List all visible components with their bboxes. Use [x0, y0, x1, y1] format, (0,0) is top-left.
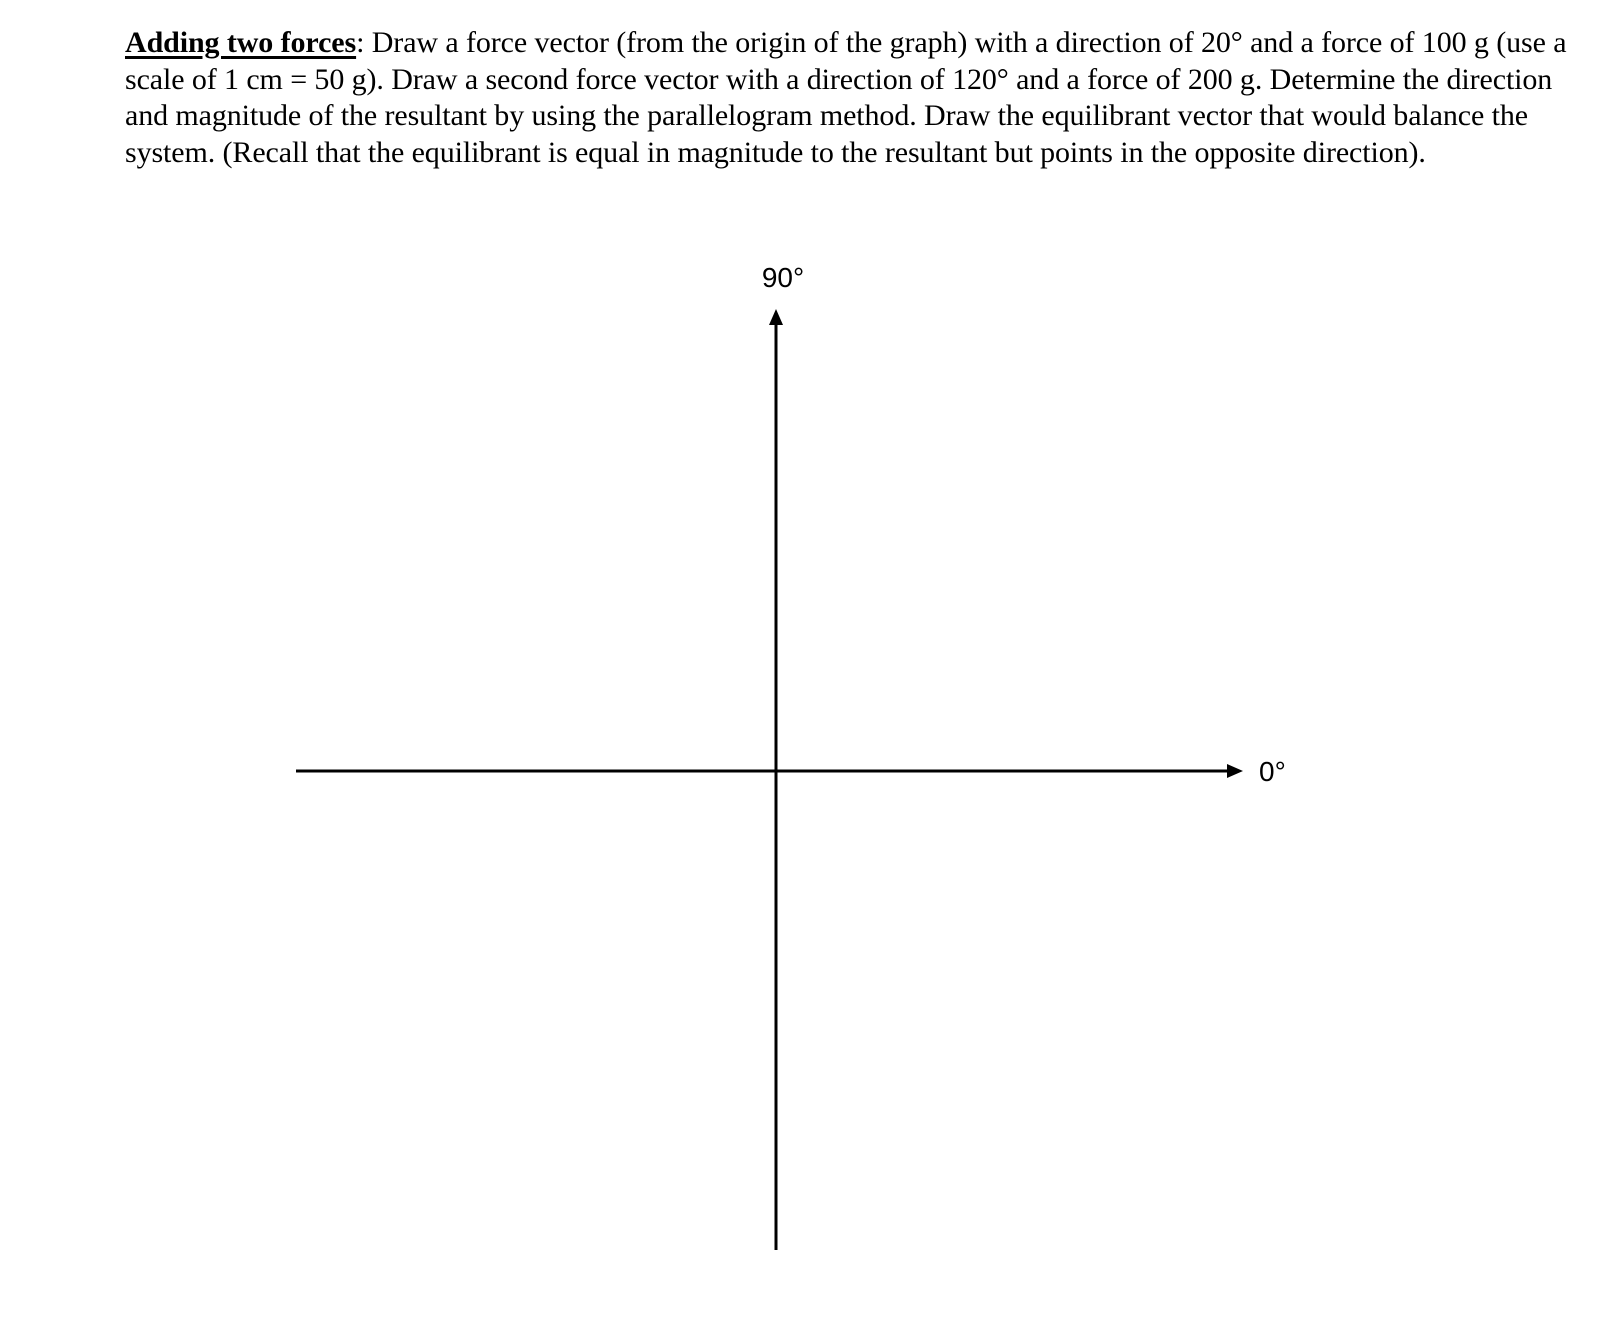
- vertical-axis-label: 90°: [761, 262, 805, 293]
- instructions-heading: Adding two forces: [125, 26, 357, 59]
- vertical-axis-arrowhead: [769, 309, 783, 325]
- instructions-body: Draw a force vector (from the origin of the graph) with a direction of 20° and a force of 100 g (use a scale of 1 cm = 50 g). Draw a second force vector with a direction of 120° and a force of 200 g. Determine the direction and magnitude of the resultant by using the parallelogram method. Draw the equilibrant vector that would balance the system. (Recall that the equilibrant is equal in magnitude to the resultant but points in the opposite direction).: [125, 26, 1567, 169]
- horizontal-axis-label: 0°: [1259, 756, 1286, 787]
- horizontal-axis-arrowhead: [1227, 764, 1243, 778]
- instructions-separator: :: [356, 26, 365, 59]
